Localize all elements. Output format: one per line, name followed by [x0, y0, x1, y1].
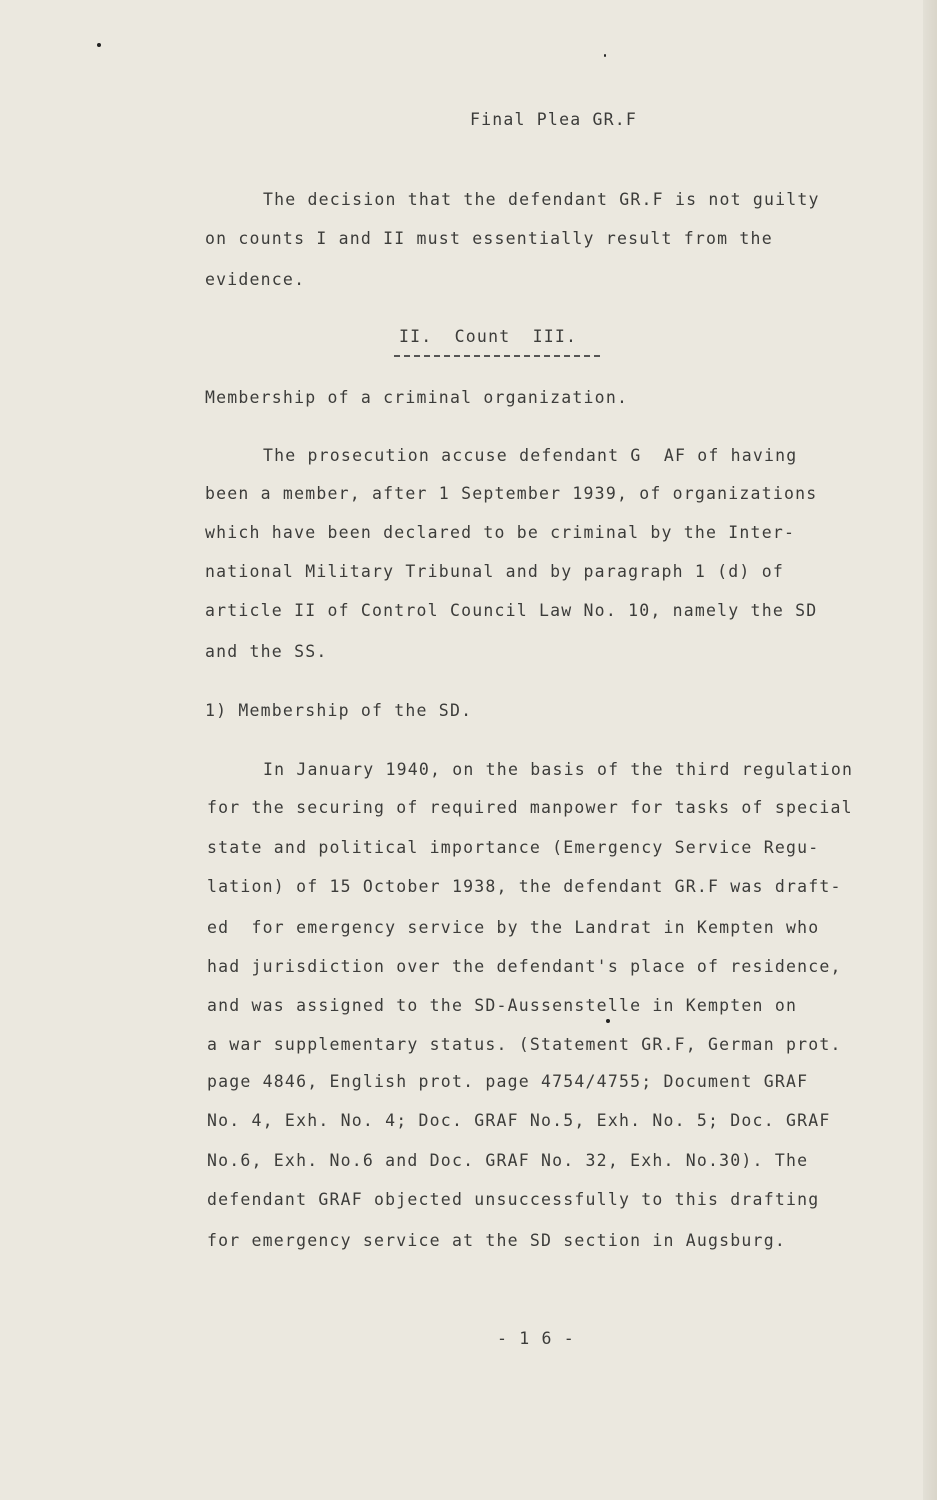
- paragraph-line: and the SS.: [205, 642, 328, 661]
- paper-speck: [97, 43, 101, 47]
- paragraph-line: No.6, Exh. No.6 and Doc. GRAF No. 32, Exh. No.30). The: [207, 1151, 809, 1170]
- paragraph-line: lation) of 15 October 1938, the defendant GR.F was draft-: [207, 877, 842, 896]
- intro-line: evidence.: [205, 270, 306, 289]
- paragraph-line: ed for emergency service by the Landrat in Kempten who: [207, 918, 820, 937]
- paragraph-line: state and political importance (Emergency Service Regu-: [207, 838, 820, 857]
- page-number: - 1 6 -: [497, 1329, 575, 1348]
- paragraph-line: In January 1940, on the basis of the third regulation: [263, 760, 854, 779]
- paragraph-line: had jurisdiction over the defendant's place of residence,: [207, 957, 842, 976]
- paragraph-line: and was assigned to the SD-Aussenstelle in Kempten on: [207, 996, 798, 1015]
- point-heading: 1) Membership of the SD.: [205, 701, 473, 720]
- paragraph-line: for the securing of required manpower for tasks of special: [207, 798, 853, 817]
- subheading: Membership of a criminal organization.: [205, 388, 629, 407]
- paragraph-line: defendant GRAF objected unsuccessfully to this drafting: [207, 1190, 820, 1209]
- paper-speck: [604, 54, 606, 57]
- paragraph-line: No. 4, Exh. No. 4; Doc. GRAF No.5, Exh. No. 5; Doc. GRAF: [207, 1111, 831, 1130]
- section-heading: II. Count III.: [399, 327, 578, 346]
- paragraph-line: page 4846, English prot. page 4754/4755; Document GRAF: [207, 1072, 809, 1091]
- paragraph-line: national Military Tribunal and by paragraph 1 (d) of: [205, 562, 784, 581]
- paragraph-line: The prosecution accuse defendant G AF of having: [263, 446, 798, 465]
- paper-speck: [606, 1019, 610, 1023]
- paragraph-line: a war supplementary status. (Statement GR.F, German prot.: [207, 1035, 842, 1054]
- intro-line: The decision that the defendant GR.F is not guilty: [263, 190, 820, 209]
- intro-line: on counts I and II must essentially result from the: [205, 229, 773, 248]
- paragraph-line: been a member, after 1 September 1939, of organizations: [205, 484, 818, 503]
- heading-underline: [394, 355, 600, 357]
- paragraph-line: article II of Control Council Law No. 10, namely the SD: [205, 601, 818, 620]
- paragraph-line: which have been declared to be criminal by the Inter-: [205, 523, 796, 542]
- page-edge-shadow: [923, 0, 937, 1500]
- paragraph-line: for emergency service at the SD section in Augsburg.: [207, 1231, 786, 1250]
- document-title: Final Plea GR.F: [470, 110, 638, 129]
